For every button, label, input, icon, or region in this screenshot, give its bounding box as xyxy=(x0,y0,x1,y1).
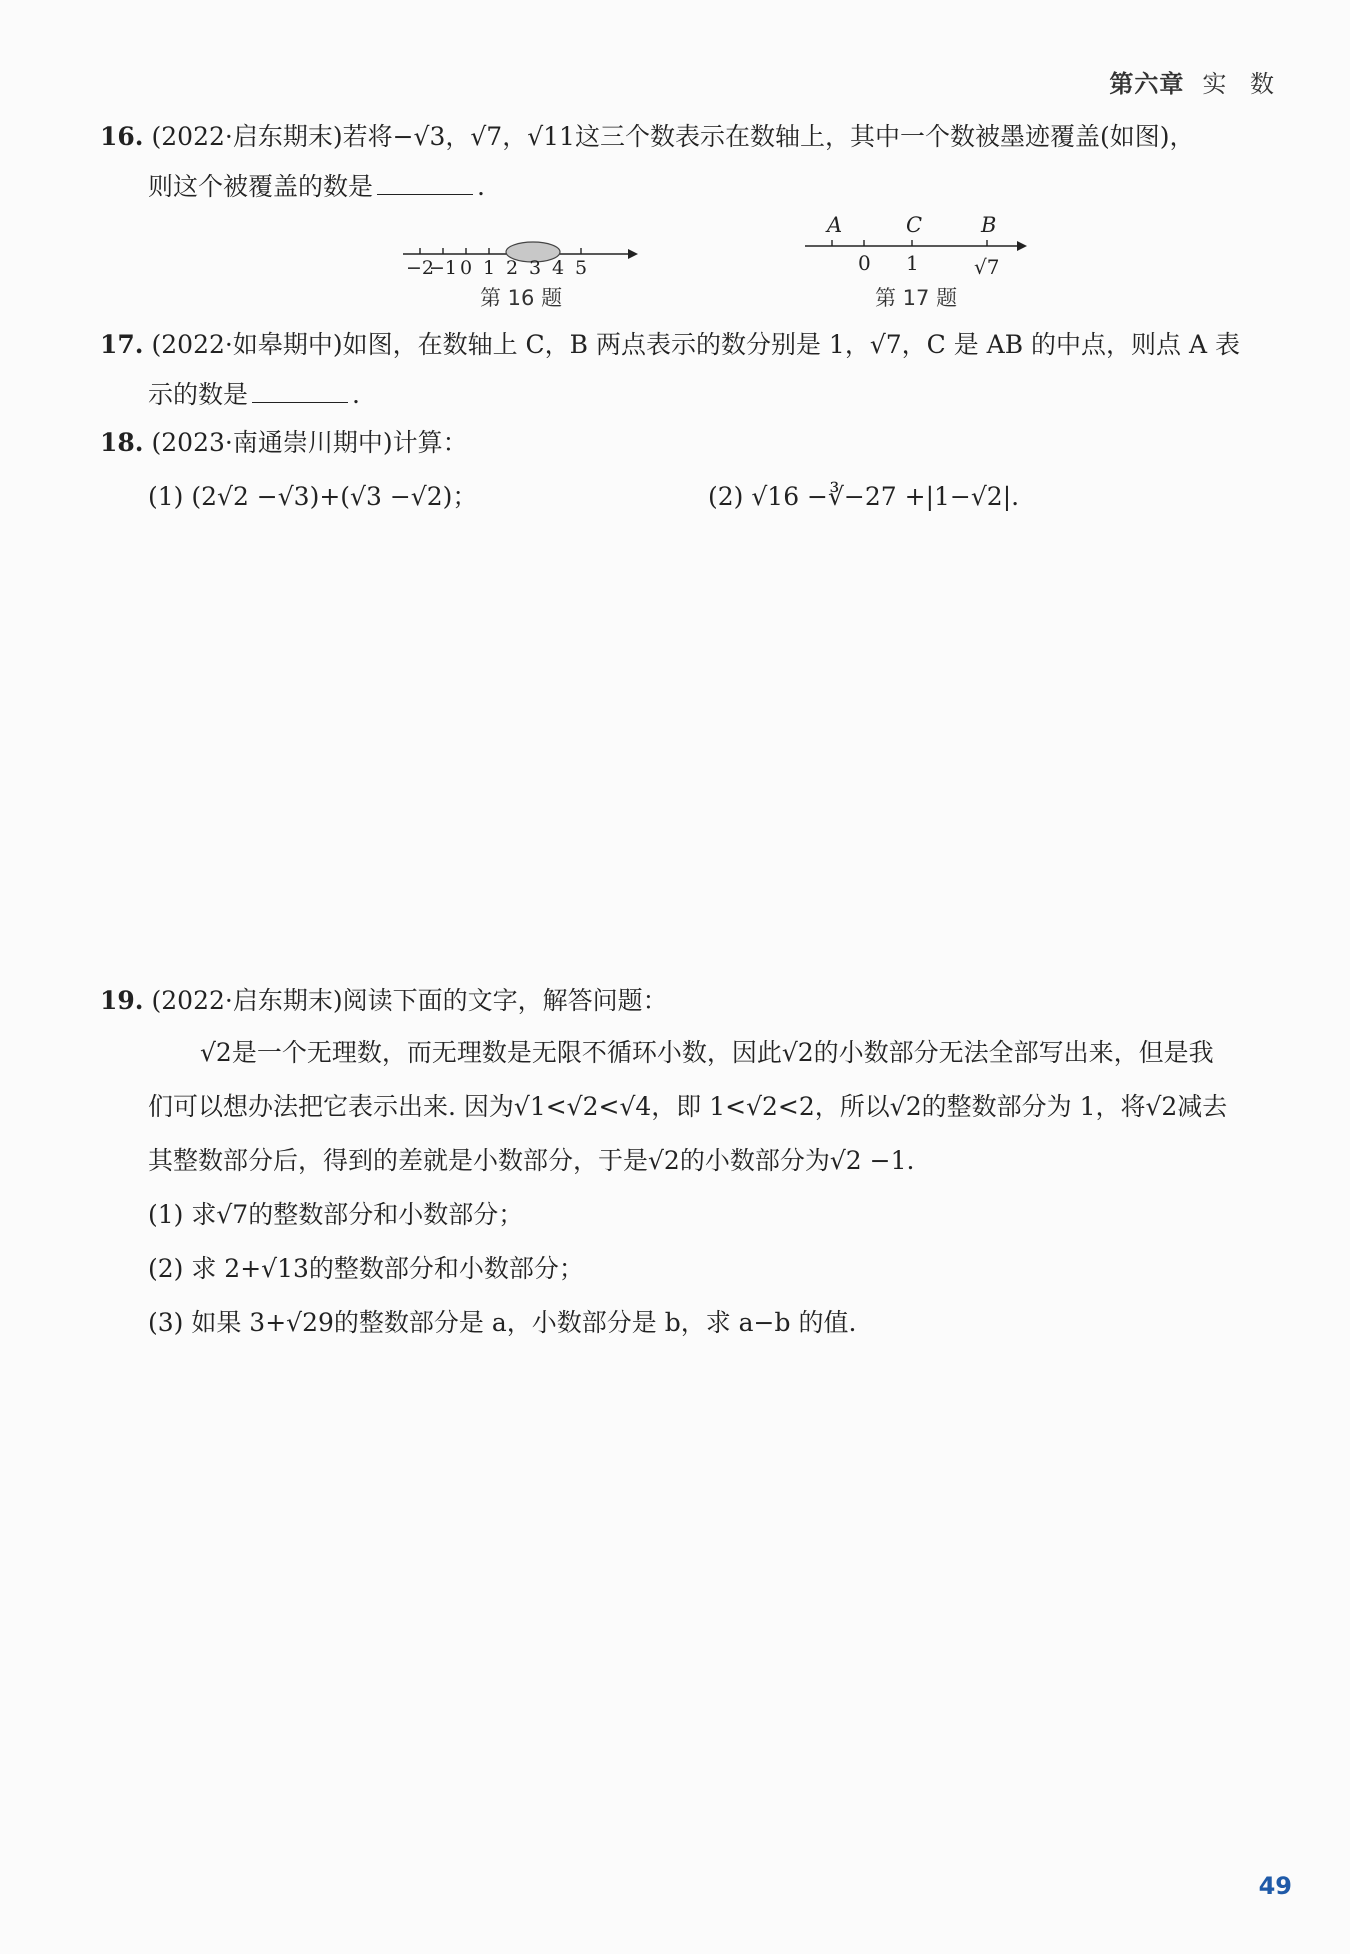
page-number: 49 xyxy=(1258,1872,1292,1900)
tick-label-2: 0 xyxy=(459,257,473,279)
answer-blank-16[interactable] xyxy=(377,170,473,195)
q16-line2 xyxy=(100,162,1284,212)
q16-line1 xyxy=(100,112,1284,162)
question-16 xyxy=(100,112,1284,212)
q17-text: (2022·如皋期中)如图，在数轴上 C，B 两点表示的数分别是 1，√7，C 是 AB 的中点，则点 A 表 xyxy=(151,330,1241,359)
point-C-label: C xyxy=(906,213,923,237)
chapter-label: 第六章 xyxy=(1109,70,1185,98)
q18-part-2: (2) √16 −∛−27 +|1−√2|. xyxy=(708,482,1020,511)
tick-sqrt7-label: √7 xyxy=(974,255,1000,279)
q19-number: 19. xyxy=(100,986,144,1015)
q19-sub-3: (3) 如果 3+√29的整数部分是 a，小数部分是 b，求 a−b 的值. xyxy=(148,1308,857,1337)
tick-label-5: 3 xyxy=(528,257,542,279)
tick-0-label: 0 xyxy=(858,251,871,275)
q17-number: 17. xyxy=(100,330,144,359)
q18-text: (2023·南通崇川期中)计算： xyxy=(151,428,468,457)
q17-line2 xyxy=(100,370,1284,420)
q19-sub-1: (1) 求√7的整数部分和小数部分； xyxy=(148,1200,524,1229)
figure-17-number-line xyxy=(800,212,1040,282)
question-17 xyxy=(100,320,1284,420)
q19-para-2: 们可以想办法把它表示出来. 因为√1<√2<√4，即 1<√2<2，所以√2的整数部分为 1，将√2减去 xyxy=(148,1092,1228,1121)
q19-para-1: √2是一个无理数，而无理数是无限不循环小数，因此√2的小数部分无法全部写出来，但是我 xyxy=(200,1038,1214,1067)
q16-text: (2022·启东期末)若将−√3，√7，√11这三个数表示在数轴上，其中一个数被墨迹覆盖(如图)， xyxy=(151,122,1195,151)
figure-16-number-line xyxy=(398,232,648,282)
q16-number: 16. xyxy=(100,122,144,151)
tick-1-label: 1 xyxy=(906,251,919,275)
q18-number: 18. xyxy=(100,428,144,457)
tick-label-7: 5 xyxy=(574,257,588,279)
question-19 xyxy=(100,976,1284,1350)
q19-text: (2022·启东期末)阅读下面的文字，解答问题： xyxy=(151,986,668,1015)
answer-blank-17[interactable] xyxy=(252,378,348,403)
q18-line1 xyxy=(100,418,1284,468)
q18-part-1: (1) (2√2 −√3)+(√3 −√2)； xyxy=(148,482,478,511)
chapter-title: 实 数 xyxy=(1202,70,1282,98)
tick-label-3: 1 xyxy=(482,257,496,279)
point-B-label: B xyxy=(981,213,997,237)
tick-label-6: 4 xyxy=(551,257,565,279)
q19-reading xyxy=(100,1026,1284,1350)
tick-label-0: −2 xyxy=(405,257,435,279)
q17-text2: 示的数是 xyxy=(148,380,249,409)
q16-text2: 则这个被覆盖的数是 xyxy=(148,172,374,201)
q17-line1 xyxy=(100,320,1284,370)
q19-sub-2: (2) 求 2+√13的整数部分和小数部分； xyxy=(148,1254,584,1283)
q16-end: . xyxy=(477,172,485,201)
q18-parts xyxy=(100,468,1284,518)
q17-end: . xyxy=(352,380,360,409)
question-18 xyxy=(100,418,1284,518)
caption-16: 第 16 题 xyxy=(480,286,563,310)
point-A-label: A xyxy=(827,213,843,237)
tick-label-4: 2 xyxy=(505,257,519,279)
caption-17: 第 17 题 xyxy=(875,286,958,310)
q19-line1 xyxy=(100,976,1284,1026)
tick-label-1: −1 xyxy=(428,257,458,279)
q19-para-3: 其整数部分后，得到的差就是小数部分，于是√2的小数部分为√2 −1. xyxy=(148,1146,915,1175)
page-header xyxy=(1109,64,1282,99)
